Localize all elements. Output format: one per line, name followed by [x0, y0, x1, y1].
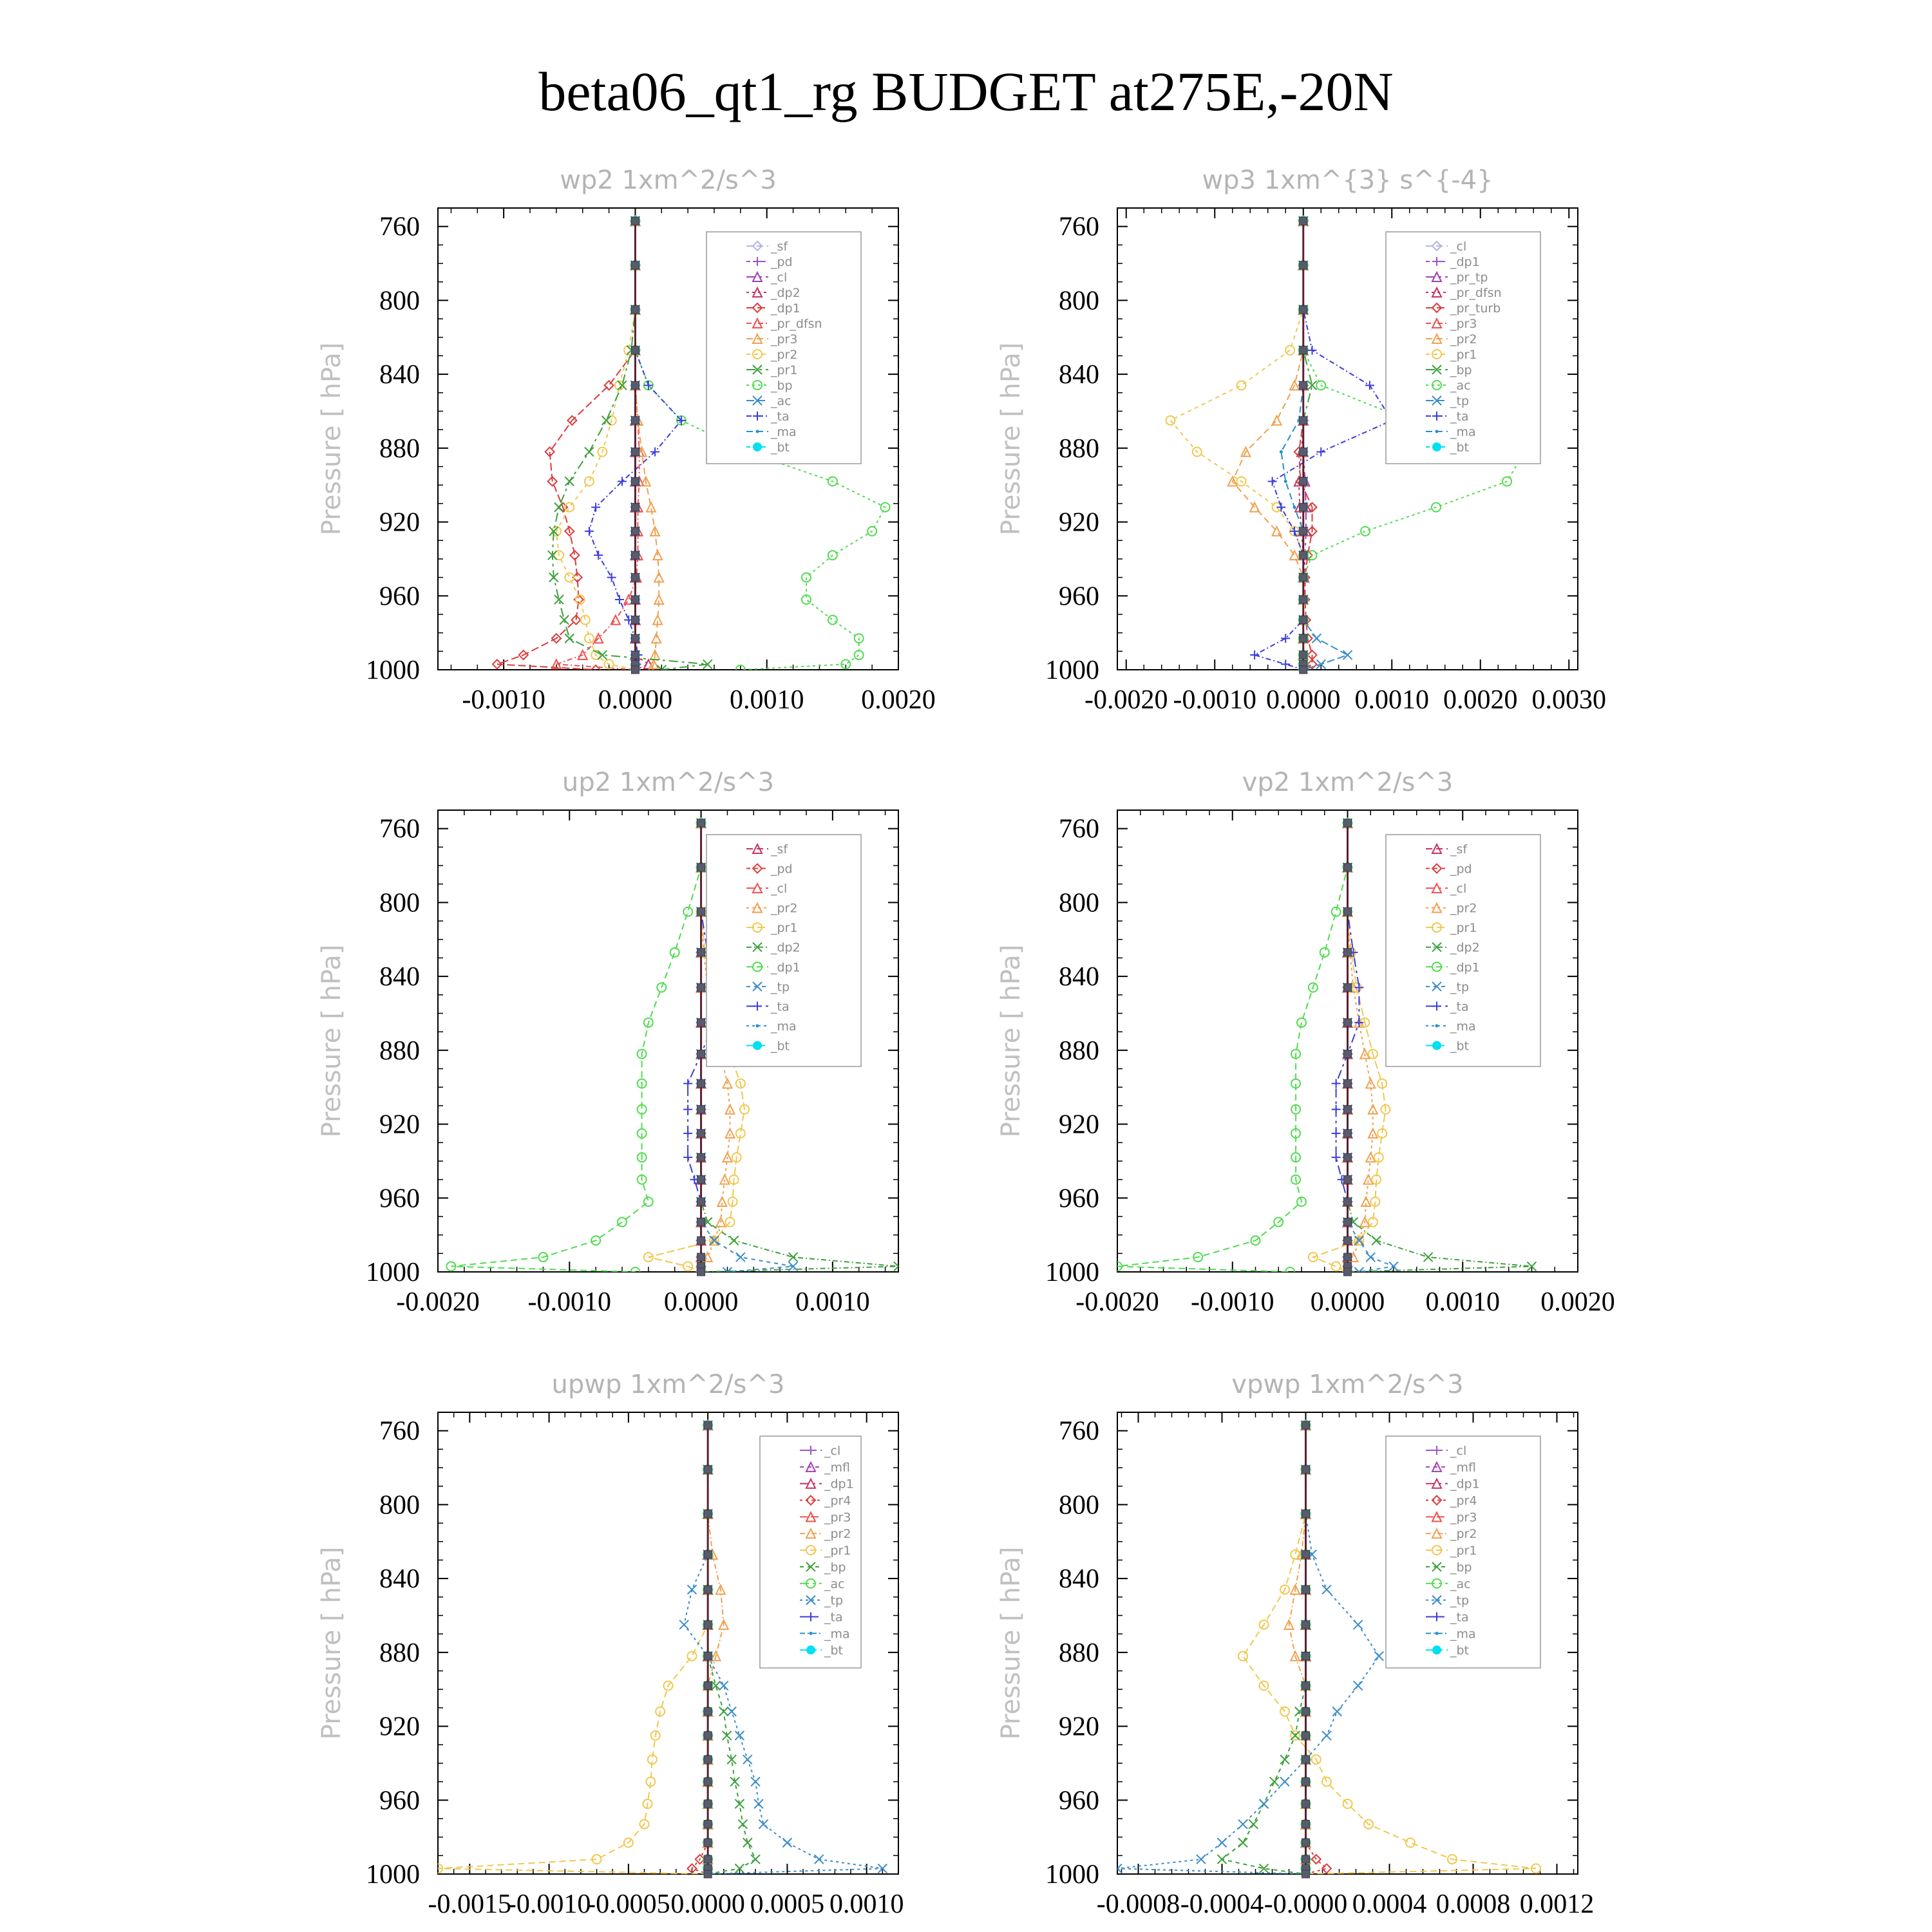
legend-label: _pr3 [824, 1510, 851, 1525]
legend-label: _pr2 [1450, 332, 1477, 346]
zero-marker [1302, 1621, 1310, 1629]
y-tick-label: 1000 [366, 1258, 420, 1287]
zero-marker [1302, 1708, 1310, 1716]
zero-marker [1344, 1268, 1352, 1276]
legend-label: _cl [1450, 882, 1467, 896]
legend-label: _cl [1450, 240, 1467, 254]
zero-marker [631, 477, 639, 485]
legend-label: _pr2 [824, 1527, 851, 1542]
zero-marker [1302, 1778, 1310, 1786]
zero-marker [1302, 1681, 1310, 1689]
zero-marker [1302, 1855, 1310, 1863]
y-tick-label: 840 [1059, 360, 1099, 390]
legend-label: _cl [824, 1444, 841, 1458]
zero-marker [631, 574, 639, 582]
y-tick-label: 800 [1059, 1490, 1099, 1520]
zero-marker [1344, 983, 1352, 991]
zero-marker [704, 1778, 712, 1786]
legend-label: _pr1 [771, 921, 798, 936]
zero-marker [697, 1130, 705, 1137]
legend-label: _pr_dfsn [771, 317, 822, 331]
figure-title: beta06_qt1_rg BUDGET at275E,-20N [538, 61, 1394, 122]
zero-marker [1344, 1106, 1352, 1113]
legend [1386, 1436, 1540, 1668]
zero-marker [1300, 504, 1307, 511]
y-tick-label: 880 [1059, 433, 1099, 464]
zero-marker [1300, 616, 1307, 624]
zero-marker [1300, 551, 1307, 559]
y-tick-label: 760 [1059, 1416, 1099, 1446]
legend [1386, 232, 1540, 464]
zero-marker [1300, 596, 1307, 603]
zero-marker [697, 864, 705, 871]
zero-marker [1344, 1130, 1352, 1137]
legend-label: _pr1 [771, 363, 798, 377]
legend-label: _ac [1450, 1577, 1471, 1591]
series-line [708, 1425, 755, 1874]
legend-label: _ma [771, 1019, 797, 1034]
zero-marker [697, 1106, 705, 1113]
panel-5 [996, 1370, 1594, 1919]
series-line [1171, 221, 1303, 670]
legend-label: _bt [771, 1039, 790, 1054]
zero-marker [1344, 1176, 1352, 1184]
zero-marker [631, 634, 639, 642]
zero-marker [704, 1466, 712, 1473]
legend [760, 1436, 861, 1668]
zero-marker [631, 551, 639, 559]
x-tick-label: 0.0000 [598, 685, 673, 715]
legend-label: _pr3 [1450, 317, 1477, 331]
legend-label: _ma [771, 425, 797, 439]
legend-label: _bt [1450, 440, 1470, 455]
legend-label: _tp [771, 980, 790, 994]
x-tick-label: -0.0010 [1191, 1287, 1274, 1317]
x-tick-label: 0.0010 [829, 1889, 904, 1919]
legend-label: _ta [1450, 1610, 1469, 1625]
y-tick-label: 960 [1059, 582, 1099, 612]
legend-label: _bt [771, 440, 790, 455]
y-tick-label: 920 [1059, 1110, 1099, 1140]
zero-marker [1302, 1756, 1310, 1763]
y-tick-label: 1000 [366, 656, 420, 685]
zero-marker [1344, 819, 1352, 827]
y-tick-label: 760 [379, 814, 420, 844]
zero-marker [697, 1050, 705, 1058]
y-tick-label: 880 [379, 433, 420, 464]
legend-label: _dp2 [1450, 940, 1480, 955]
zero-marker [697, 983, 705, 991]
zero-marker [1344, 908, 1352, 916]
x-tick-label: 0.0010 [795, 1287, 870, 1317]
x-tick-label: -0.0020 [1084, 685, 1168, 715]
legend-label: _pr1 [1450, 1544, 1477, 1558]
panel-title: wp3 1xm^{3} s^{-4} [1202, 166, 1493, 195]
y-tick-label: 920 [1059, 507, 1099, 538]
zero-marker [631, 417, 639, 424]
x-tick-label: 0.0004 [1352, 1889, 1427, 1919]
zero-marker [697, 1236, 705, 1244]
series-line [556, 221, 636, 670]
y-axis-label: Pressure [ hPa] [996, 1546, 1026, 1740]
y-tick-label: 880 [1059, 1036, 1099, 1066]
series-line [1117, 823, 1348, 1272]
zero-marker [1302, 1870, 1310, 1878]
zero-marker [1302, 1586, 1310, 1593]
zero-marker [1302, 1551, 1310, 1558]
zero-marker [1302, 1510, 1310, 1518]
legend-label: _pr2 [1450, 901, 1477, 916]
legend-label: _dp1 [824, 1477, 854, 1492]
legend-label: _ta [771, 410, 790, 424]
zero-marker [704, 1681, 712, 1689]
legend-label: _ta [771, 999, 790, 1014]
legend-label: _bt [1450, 1643, 1470, 1658]
zero-marker [1344, 864, 1352, 871]
zero-marker [704, 1551, 712, 1558]
legend-label: _pd [771, 862, 793, 876]
legend-label: _dp1 [771, 960, 800, 975]
zero-marker [697, 819, 705, 827]
zero-marker [1344, 1218, 1352, 1226]
y-tick-label: 920 [379, 507, 420, 538]
panel-title: up2 1xm^2/s^3 [562, 768, 775, 797]
legend-label: _pr2 [771, 901, 798, 916]
legend-label: _pr4 [1450, 1493, 1477, 1508]
zero-marker [631, 504, 639, 511]
y-tick-label: 800 [1059, 286, 1099, 316]
legend-label: _cl [1450, 1444, 1467, 1458]
series-line [556, 221, 639, 670]
series-line [1233, 221, 1303, 670]
zero-marker [704, 1621, 712, 1629]
legend-label: _dp1 [1450, 255, 1480, 269]
zero-marker [1300, 477, 1307, 485]
x-tick-label: 0.0000 [1310, 1287, 1385, 1317]
panel-4 [317, 1370, 904, 1919]
y-tick-label: 1000 [1045, 1258, 1099, 1287]
zero-marker [1302, 1421, 1310, 1429]
legend-label: _bt [1450, 1039, 1470, 1054]
y-tick-label: 960 [1059, 1184, 1099, 1214]
zero-marker [631, 651, 639, 659]
y-tick-label: 760 [1059, 212, 1099, 242]
x-tick-label: 0.0010 [1425, 1287, 1500, 1317]
y-tick-label: 840 [379, 962, 420, 992]
zero-marker [631, 616, 639, 624]
y-tick-label: 960 [379, 1786, 420, 1816]
x-tick-label: -0.0020 [1075, 1287, 1159, 1317]
legend-label: _tp [1450, 394, 1470, 408]
zero-marker [704, 1586, 712, 1593]
series-line [553, 221, 708, 670]
legend-label: _pr4 [824, 1493, 851, 1508]
zero-marker [1300, 217, 1307, 225]
zero-marker [1344, 1198, 1352, 1206]
zero-marker [1300, 527, 1307, 535]
x-tick-label: -0.0010 [527, 1287, 612, 1317]
legend-label: _dp2 [771, 286, 800, 300]
legend-label: _pr1 [1450, 921, 1477, 936]
zero-marker [697, 1019, 705, 1027]
legend-label: _sf [1450, 842, 1468, 857]
legend-label: _pr_tp [1450, 270, 1488, 285]
zero-marker [631, 527, 639, 535]
y-tick-label: 800 [379, 1490, 420, 1520]
legend-label: _mfl [824, 1460, 850, 1475]
zero-marker [1302, 1653, 1310, 1660]
zero-marker [1300, 634, 1307, 642]
legend-label: _ma [1450, 1627, 1476, 1642]
series-line [451, 823, 701, 1272]
x-tick-label: 0.0020 [1540, 1287, 1615, 1317]
zero-marker [697, 949, 705, 956]
zero-marker [704, 1756, 712, 1763]
zero-marker [1344, 1079, 1352, 1087]
legend-label: _pd [1450, 862, 1472, 876]
legend-label: _ta [1450, 410, 1469, 424]
y-tick-label: 960 [379, 1184, 420, 1214]
zero-marker [1300, 574, 1307, 582]
panel-0 [317, 166, 936, 715]
zero-marker [631, 596, 639, 603]
x-tick-label: -0.0010 [507, 1889, 591, 1919]
zero-marker [631, 381, 639, 389]
legend-label: _cl [771, 882, 788, 896]
legend-label: _ac [1450, 379, 1471, 393]
zero-marker [1300, 417, 1307, 424]
zero-marker [697, 1176, 705, 1184]
y-tick-label: 960 [379, 582, 420, 612]
y-tick-label: 880 [379, 1036, 420, 1066]
zero-marker [697, 1079, 705, 1087]
zero-marker [1300, 666, 1307, 674]
legend [706, 835, 861, 1066]
zero-marker [704, 1510, 712, 1518]
panel-title: vp2 1xm^2/s^3 [1242, 768, 1454, 797]
y-tick-label: 920 [379, 1712, 420, 1742]
panel-title: upwp 1xm^2/s^3 [551, 1370, 785, 1399]
panel-title: vpwp 1xm^2/s^3 [1231, 1370, 1464, 1399]
legend-label: _bp [1450, 1560, 1472, 1575]
series-line [438, 1425, 708, 1874]
x-tick-label: -0.0000 [1264, 1889, 1348, 1919]
x-tick-label: 0.0000 [670, 1889, 745, 1919]
series-line [1117, 1425, 1379, 1874]
legend-label: _dp1 [1450, 960, 1480, 975]
x-tick-label: 0.0012 [1519, 1889, 1595, 1919]
zero-marker [1300, 346, 1307, 354]
legend-label: _dp1 [771, 301, 800, 316]
x-tick-label: 0.0008 [1435, 1889, 1511, 1919]
series-line [1303, 221, 1348, 670]
x-tick-label: 0.0000 [663, 1287, 739, 1317]
legend [706, 232, 861, 464]
legend-label: _dp1 [1450, 1477, 1480, 1492]
zero-marker [704, 1708, 712, 1716]
x-tick-label: -0.0010 [1173, 685, 1256, 715]
series-line [1255, 221, 1392, 670]
legend-label: _pd [771, 255, 793, 269]
legend-label: _ma [824, 1627, 850, 1642]
legend [1386, 835, 1540, 1066]
panel-2 [317, 768, 903, 1317]
y-tick-label: 840 [1059, 962, 1099, 992]
y-tick-label: 840 [379, 360, 420, 390]
y-tick-label: 760 [1059, 814, 1099, 844]
series-line [1222, 1425, 1306, 1874]
legend-label: _tp [824, 1593, 844, 1608]
zero-marker [1302, 1800, 1310, 1808]
legend-label: _bt [824, 1643, 844, 1658]
zero-marker [1300, 448, 1307, 456]
zero-marker [704, 1732, 712, 1739]
x-tick-label: -0.0005 [587, 1889, 670, 1919]
x-tick-label: -0.0020 [396, 1287, 480, 1317]
zero-marker [1344, 949, 1352, 956]
y-tick-label: 760 [379, 212, 420, 242]
zero-marker [704, 1800, 712, 1808]
x-tick-label: -0.0008 [1096, 1889, 1180, 1919]
zero-marker [1300, 306, 1307, 314]
legend-label: _tp [1450, 980, 1470, 994]
y-tick-label: 880 [379, 1638, 420, 1668]
y-tick-label: 920 [1059, 1712, 1099, 1742]
legend-label: _pr_turb [1450, 301, 1501, 316]
y-tick-label: 800 [379, 888, 420, 918]
zero-marker [1300, 261, 1307, 269]
zero-marker [697, 1268, 705, 1276]
zero-marker [697, 1218, 705, 1226]
y-axis-label: Pressure [ hPa] [996, 944, 1026, 1138]
legend-label: _pr1 [1450, 348, 1477, 362]
zero-marker [1344, 1050, 1352, 1058]
legend-label: _bp [1450, 363, 1472, 377]
legend-label: _bp [771, 379, 793, 393]
zero-marker [697, 1253, 705, 1261]
zero-marker [631, 448, 639, 456]
zero-marker [704, 1870, 712, 1878]
zero-marker [1300, 651, 1307, 659]
y-axis-label: Pressure [ hPa] [317, 1546, 346, 1740]
zero-marker [631, 261, 639, 269]
zero-marker [704, 1821, 712, 1828]
zero-marker [631, 306, 639, 314]
zero-marker [631, 666, 639, 674]
y-tick-label: 840 [1059, 1564, 1099, 1595]
x-tick-label: 0.0010 [729, 685, 804, 715]
panel-1 [996, 166, 1606, 715]
x-tick-label: 0.0005 [750, 1889, 825, 1919]
x-tick-label: 0.0010 [1354, 685, 1429, 715]
y-tick-label: 840 [379, 1564, 420, 1595]
zero-marker [1300, 381, 1307, 389]
zero-marker [704, 1839, 712, 1846]
zero-marker [697, 1198, 705, 1206]
zero-marker [1302, 1466, 1310, 1473]
legend-label: _pr_dfsn [1450, 286, 1502, 300]
zero-marker [1302, 1839, 1310, 1846]
y-tick-label: 920 [379, 1110, 420, 1140]
legend-label: _sf [771, 240, 788, 254]
y-tick-label: 880 [1059, 1638, 1099, 1668]
x-tick-label: 0.0020 [1443, 685, 1518, 715]
legend-label: _ta [1450, 999, 1469, 1014]
y-axis-label: Pressure [ hPa] [317, 944, 346, 1138]
zero-marker [1344, 1153, 1352, 1161]
legend-label: _pr2 [771, 348, 798, 362]
zero-marker [631, 346, 639, 354]
zero-marker [1344, 1253, 1352, 1261]
legend-label: _cl [771, 270, 788, 285]
zero-marker [704, 1421, 712, 1429]
y-axis-label: Pressure [ hPa] [996, 342, 1026, 536]
x-tick-label: -0.0004 [1180, 1889, 1264, 1919]
legend-label: _ma [1450, 1019, 1476, 1034]
zero-marker [1302, 1821, 1310, 1828]
zero-marker [704, 1855, 712, 1863]
panel-title: wp2 1xm^2/s^3 [560, 166, 777, 195]
x-tick-label: 0.0000 [1266, 685, 1341, 715]
zero-marker [697, 1153, 705, 1161]
series-line [497, 221, 636, 670]
legend-label: _pr3 [771, 332, 798, 346]
zero-marker [704, 1653, 712, 1660]
y-axis-label: Pressure [ hPa] [317, 342, 346, 536]
y-tick-label: 960 [1059, 1786, 1099, 1816]
legend-label: _pr1 [824, 1544, 851, 1558]
legend-label: _bp [824, 1560, 846, 1575]
zero-marker [1344, 1019, 1352, 1027]
legend-label: _ta [824, 1610, 843, 1625]
y-tick-label: 800 [379, 286, 420, 316]
x-tick-label: 0.0020 [861, 685, 936, 715]
y-tick-label: 1000 [1045, 656, 1099, 685]
legend-label: _pr2 [1450, 1527, 1477, 1542]
legend-label: _mfl [1450, 1460, 1476, 1475]
zero-marker [1344, 1236, 1352, 1244]
x-tick-label: -0.0010 [462, 685, 545, 715]
zero-marker [1302, 1732, 1310, 1739]
legend-label: _pr3 [1450, 1510, 1477, 1525]
legend-label: _sf [771, 842, 788, 857]
y-tick-label: 1000 [1045, 1860, 1099, 1889]
legend-label: _ma [1450, 425, 1476, 439]
legend-label: _dp2 [771, 940, 800, 955]
x-tick-label: 0.0030 [1531, 685, 1606, 715]
y-tick-label: 800 [1059, 888, 1099, 918]
y-tick-label: 760 [379, 1416, 420, 1446]
x-tick-label: -0.0015 [428, 1889, 512, 1919]
legend-label: _ac [824, 1577, 845, 1591]
panel-3 [996, 768, 1615, 1317]
legend-label: _ac [771, 394, 791, 408]
zero-marker [631, 217, 639, 225]
y-tick-label: 1000 [366, 1860, 420, 1889]
zero-marker [697, 908, 705, 916]
legend-label: _tp [1450, 1593, 1470, 1608]
